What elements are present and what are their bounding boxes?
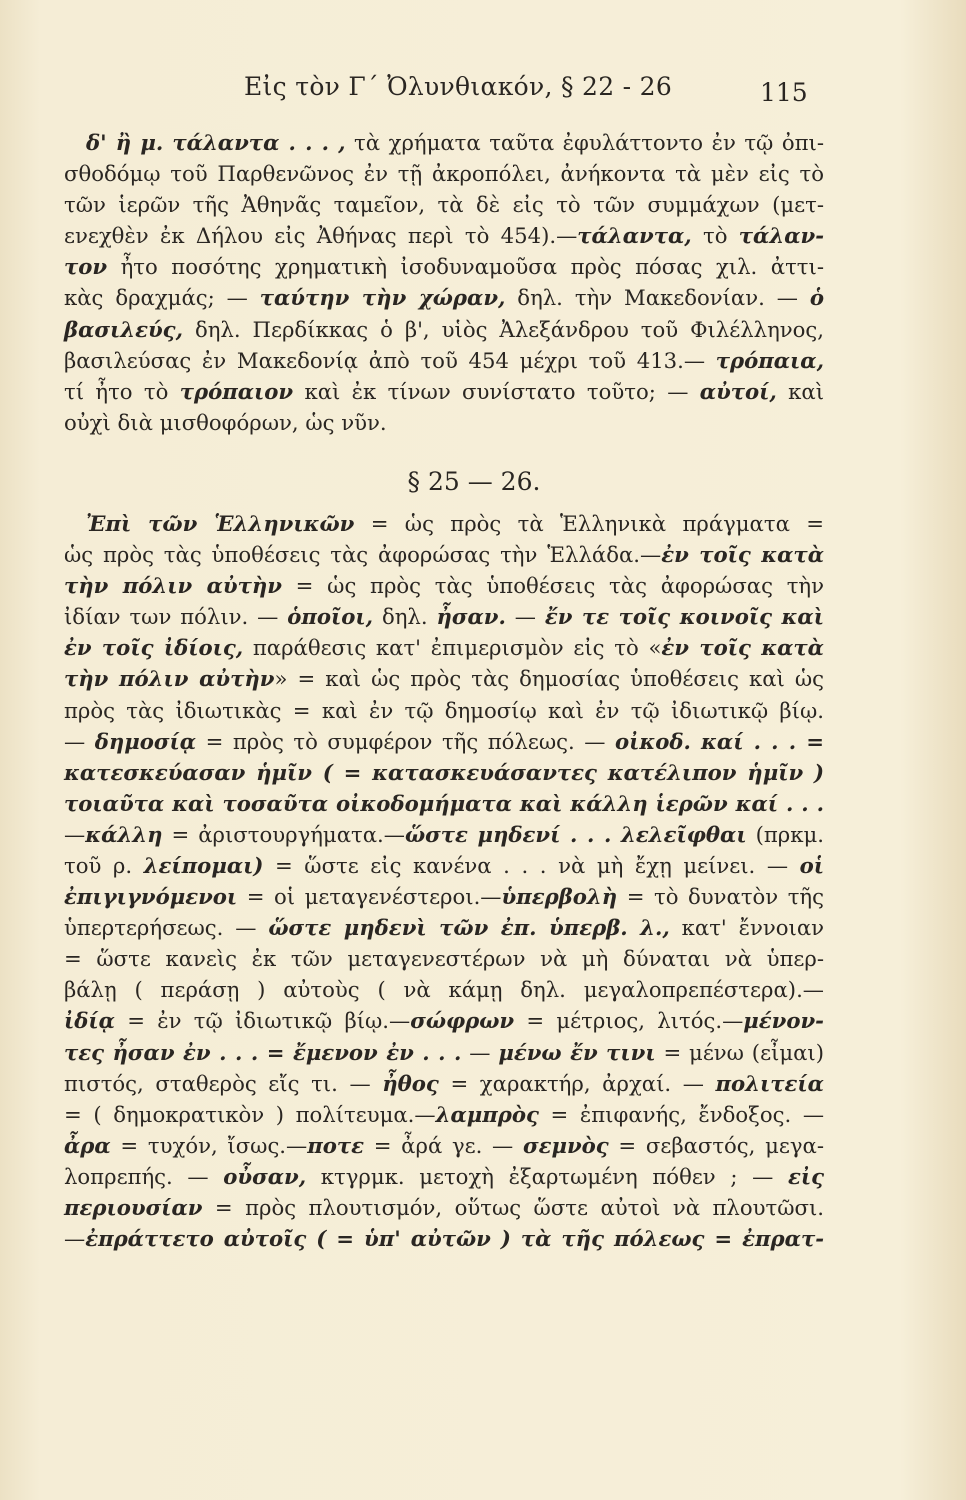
gloss-text: οὐχὶ διὰ μισθοφόρων, ὡς νῦν. <box>64 409 387 435</box>
lemma-term: τάλαντα, <box>577 223 692 249</box>
gloss-text: δηλ. Περδίκκας ὁ β', υἱὸς Ἀλεξάνδρου τοῦ Φιλέλληνος, <box>182 316 824 342</box>
lemma-term: τὴν πόλιν αὐτὴν <box>64 573 282 599</box>
lemma-term: δημοσίᾳ <box>94 728 197 754</box>
gloss-text: πρὸς τὰς ἰδιωτικὰς = καὶ ἐν τῷ δημοσίῳ καὶ ἐν τῷ ἰδιωτικῷ βίῳ. <box>64 697 824 723</box>
lemma-term: ὁποῖοι, <box>287 604 374 630</box>
gloss-text: ενεχθὲν ἐκ Δήλου εἰς Ἀθήνας περὶ τὸ 454).— <box>64 223 578 249</box>
lemma-term: τοιαῦτα καὶ τοσαῦτα οἰκοδομήματα καὶ κάλλη ἱερῶν καί . . . <box>64 790 824 816</box>
body-text <box>64 127 824 1254</box>
gloss-text: βάλῃ ( περάσῃ ) αὐτοὺς ( νὰ κάμῃ δηλ. μεγαλοπρεπέστερα).— <box>64 977 824 1003</box>
lemma-term: ἐπράττετο αὐτοῖς ( = ὑπ' αὐτῶν ) τὰ τῆς πόλεως = ἐπρατ- <box>85 1226 824 1252</box>
lemma-term: τες ἦσαν ἐν . . . = ἔμενον ἐν . . . <box>64 1039 462 1065</box>
gloss-text: = ὥστε κανεὶς ἐκ τῶν μεταγενεστέρων νὰ μὴ δύναται νὰ ὑπερ- <box>64 946 824 972</box>
text-line <box>64 407 824 438</box>
lemma-term: λαμπρὸς <box>435 1101 539 1127</box>
gloss-text: κατ' ἔννοιαν <box>669 915 825 941</box>
text-line <box>64 220 824 251</box>
commentary-block-25-26 <box>64 508 824 1254</box>
text-line <box>64 1223 824 1254</box>
gloss-text: κὰς δραχμάς; — <box>64 285 260 311</box>
text-line <box>64 1005 824 1036</box>
page-number: 115 <box>760 78 808 107</box>
gloss-text: = πρὸς πλουτισμόν, οὕτως ὥστε αὐτοὶ νὰ πλουτῶσι. <box>202 1195 824 1220</box>
gloss-text: = σεβαστός, μεγα- <box>608 1132 824 1158</box>
gloss-text: = ἀριστουργήματα.— <box>162 821 405 847</box>
lemma-term: ταύτην τὴν χώραν, <box>259 285 506 311</box>
gloss-text: — <box>64 821 86 847</box>
text-line <box>64 788 824 819</box>
gloss-text: καὶ ἐκ τίνων συνίστατο τοῦτο; — <box>293 378 700 404</box>
text-line <box>64 251 824 282</box>
gloss-text: » = καὶ ὡς πρὸς τὰς δημοσίας ὑποθέσεις καὶ ὡς <box>274 666 824 692</box>
lemma-term: ἐπιγιγνόμενοι <box>64 884 238 910</box>
lemma-term: ὑπερβολὴ <box>501 884 618 910</box>
lemma-term: κατεσκεύασαν ἡμῖν ( = κατασκευάσαντες κατέλιπον ἡμῖν ) <box>64 759 824 785</box>
lemma-term: τρόπαια, <box>715 347 824 373</box>
gloss-text: σθοδόμῳ τοῦ Παρθενῶνος ἐν τῇ ἀκροπόλει, ἀνήκοντα τὰ μὲν εἰς τὸ <box>64 161 824 187</box>
lemma-term: οἰκοδ. καί . . . = <box>614 728 824 754</box>
text-line <box>64 726 824 757</box>
section-heading: § 25 — 26. <box>407 466 541 496</box>
text-line <box>64 819 824 850</box>
lemma-term: τὴν πόλιν αὐτὴν <box>64 666 275 692</box>
gloss-text: = ὡς πρὸς τὰ Ἑλληνικὰ πράγματα = <box>354 510 824 536</box>
gloss-text: = τυχόν, ἴσως.— <box>110 1132 308 1158</box>
gloss-text: τὰ χρήματα ταῦτα ἐφυλάττοντο ἐν τῷ ὀπι- <box>345 130 825 155</box>
lemma-term: πολιτεία <box>715 1070 824 1096</box>
gloss-text: = πρὸς τὸ συμφέρον τῆς πόλεως. — <box>196 728 615 754</box>
lemma-term: βασιλεύς, <box>64 316 183 342</box>
lemma-term: ἰδίᾳ <box>64 1008 115 1034</box>
lemma-term: τον <box>64 254 108 280</box>
text-line <box>64 189 824 220</box>
lemma-term: λείπομαι) <box>143 852 264 878</box>
lemma-term: τάλαν- <box>738 223 824 249</box>
text-line <box>64 539 824 570</box>
lemma-term: ἆρα <box>64 1132 111 1158</box>
lemma-term: σώφρων <box>410 1008 515 1034</box>
gloss-text: = μένω (εἶμαι) <box>655 1039 825 1065</box>
gloss-text: = ὡς πρὸς τὰς ὑποθέσεις τὰς ἀφορώσας τὴν <box>281 573 824 599</box>
text-line <box>64 508 824 539</box>
gloss-text: κτγρμκ. μετοχὴ ἐξαρτωμένη πόθεν ; — <box>306 1163 788 1189</box>
gloss-text: πιστός, σταθερὸς εἴς τι. — <box>64 1070 383 1096</box>
text-line <box>64 1161 824 1192</box>
page-header <box>0 72 966 112</box>
text-line <box>64 1192 824 1223</box>
gloss-text: = τὸ δυνατὸν τῆς <box>617 884 824 910</box>
lemma-term: δ' ἢ μ. τάλαντα . . . , <box>86 130 346 155</box>
gloss-text: δηλ. <box>373 604 437 630</box>
running-title: Εἰς τὸν Γ΄ Ὀλυνθιακόν, § 22 - 26 <box>244 72 673 101</box>
gloss-text: = ὥστε εἰς κανένα . . . νὰ μὴ ἔχῃ μείνει. — <box>263 852 800 878</box>
text-line <box>64 314 824 345</box>
gloss-text: (πρκμ. <box>746 821 824 847</box>
lemma-term: ἐν τοῖς κατὰ <box>661 542 824 568</box>
lemma-term: σεμνὸς <box>522 1132 609 1158</box>
lemma-term: οἱ <box>799 852 824 878</box>
gloss-text: = ἆρά γε. — <box>364 1132 523 1158</box>
gloss-text: = μέτριος, λιτός.— <box>514 1008 744 1034</box>
lemma-term: ἦθος <box>382 1070 439 1096</box>
lemma-term: ἐν τοῖς ἰδίοις, <box>64 635 244 661</box>
text-line <box>64 1068 824 1099</box>
lemma-term: κάλλη <box>85 821 163 847</box>
gloss-text: βασιλεύσας ἐν Μακεδονίᾳ ἀπὸ τοῦ 454 μέχρι τοῦ 413.— <box>64 347 716 373</box>
text-line <box>64 912 824 943</box>
text-line <box>64 695 824 726</box>
lemma-term: ἔν τε τοῖς κοινοῖς καὶ <box>544 604 824 630</box>
lemma-term: ὁ <box>809 285 824 311</box>
text-line <box>64 943 824 974</box>
gloss-text: = οἱ μεταγενέστεροι.— <box>237 884 502 910</box>
gloss-text: = χαρακτήρ, ἀρχαί. — <box>438 1070 716 1096</box>
text-line <box>64 850 824 881</box>
lemma-term: τρόπαιον <box>179 378 294 404</box>
lemma-term: αὐτοί, <box>699 378 777 404</box>
lemma-term: ὥστε μηδενὶ τῶν ἐπ. ὑπερβ. λ., <box>268 915 670 941</box>
gloss-text: ὑπερτερήσεως. — <box>64 915 269 941</box>
gloss-text: ἰδίαν των πόλιν. — <box>64 604 288 630</box>
gloss-text: τῶν ἱερῶν τῆς Ἀθηνᾶς ταμεῖον, τὰ δὲ εἰς τὸ τῶν συμμάχων (μετ- <box>64 192 824 218</box>
lemma-term: ἦσαν. <box>436 604 506 630</box>
lemma-term: ποτε <box>307 1132 365 1158</box>
text-line <box>64 345 824 376</box>
text-line <box>64 376 824 407</box>
lemma-term: Ἐπὶ τῶν Ἑλληνικῶν <box>86 510 355 536</box>
gloss-text: λοπρεπής. — <box>64 1163 224 1189</box>
text-line <box>64 881 824 912</box>
gloss-text: — <box>505 604 545 630</box>
text-line <box>64 282 824 313</box>
text-line <box>64 158 824 189</box>
gloss-text: τί ἦτο τὸ <box>64 378 180 404</box>
lemma-term: μένον- <box>743 1008 824 1034</box>
gloss-text: δηλ. τὴν Μακεδονίαν. — <box>505 285 810 311</box>
text-line <box>64 757 824 788</box>
gloss-text: — <box>64 728 95 754</box>
gloss-text: = ( δημοκρατικὸν ) πολίτευμα.— <box>64 1101 436 1127</box>
gloss-text: τοῦ ρ. <box>64 852 144 878</box>
gloss-text: καὶ <box>776 378 825 404</box>
gloss-text: = ἐν τῷ ἰδιωτικῷ βίῳ.— <box>114 1008 411 1034</box>
gloss-text: — <box>64 1226 86 1252</box>
text-line <box>64 570 824 601</box>
text-line <box>64 1130 824 1161</box>
gloss-text: = ἐπιφανής, ἔνδοξος. — <box>538 1101 825 1127</box>
text-line <box>64 1099 824 1130</box>
text-line <box>64 663 824 694</box>
text-line <box>64 1037 824 1068</box>
commentary-block-24 <box>64 127 824 438</box>
gloss-text: τὸ <box>691 223 739 249</box>
lemma-term: ἐν τοῖς κατὰ <box>661 635 824 661</box>
lemma-term: ὥστε μηδενί . . . λελεῖφθαι <box>404 821 747 847</box>
lemma-term: μένω ἔν τινι <box>498 1039 656 1065</box>
text-line <box>64 974 824 1005</box>
gloss-text: ὡς πρὸς τὰς ὑποθέσεις τὰς ἀφορώσας τὴν Ἑλλάδα.— <box>64 542 662 568</box>
lemma-term: περιουσίαν <box>64 1195 203 1220</box>
lemma-term: εἰς <box>787 1163 824 1189</box>
text-line <box>64 601 824 632</box>
gloss-text: ἦτο ποσότης χρηματικὴ ἰσοδυναμοῦσα πρὸς πόσας χιλ. ἀττι- <box>107 254 824 280</box>
text-line <box>64 632 824 663</box>
text-line <box>64 127 824 158</box>
gloss-text: — <box>461 1039 499 1065</box>
gloss-text: παράθεσις κατ' ἐπιμερισμὸν εἰς τὸ « <box>243 635 662 661</box>
lemma-term: οὖσαν, <box>223 1163 307 1189</box>
